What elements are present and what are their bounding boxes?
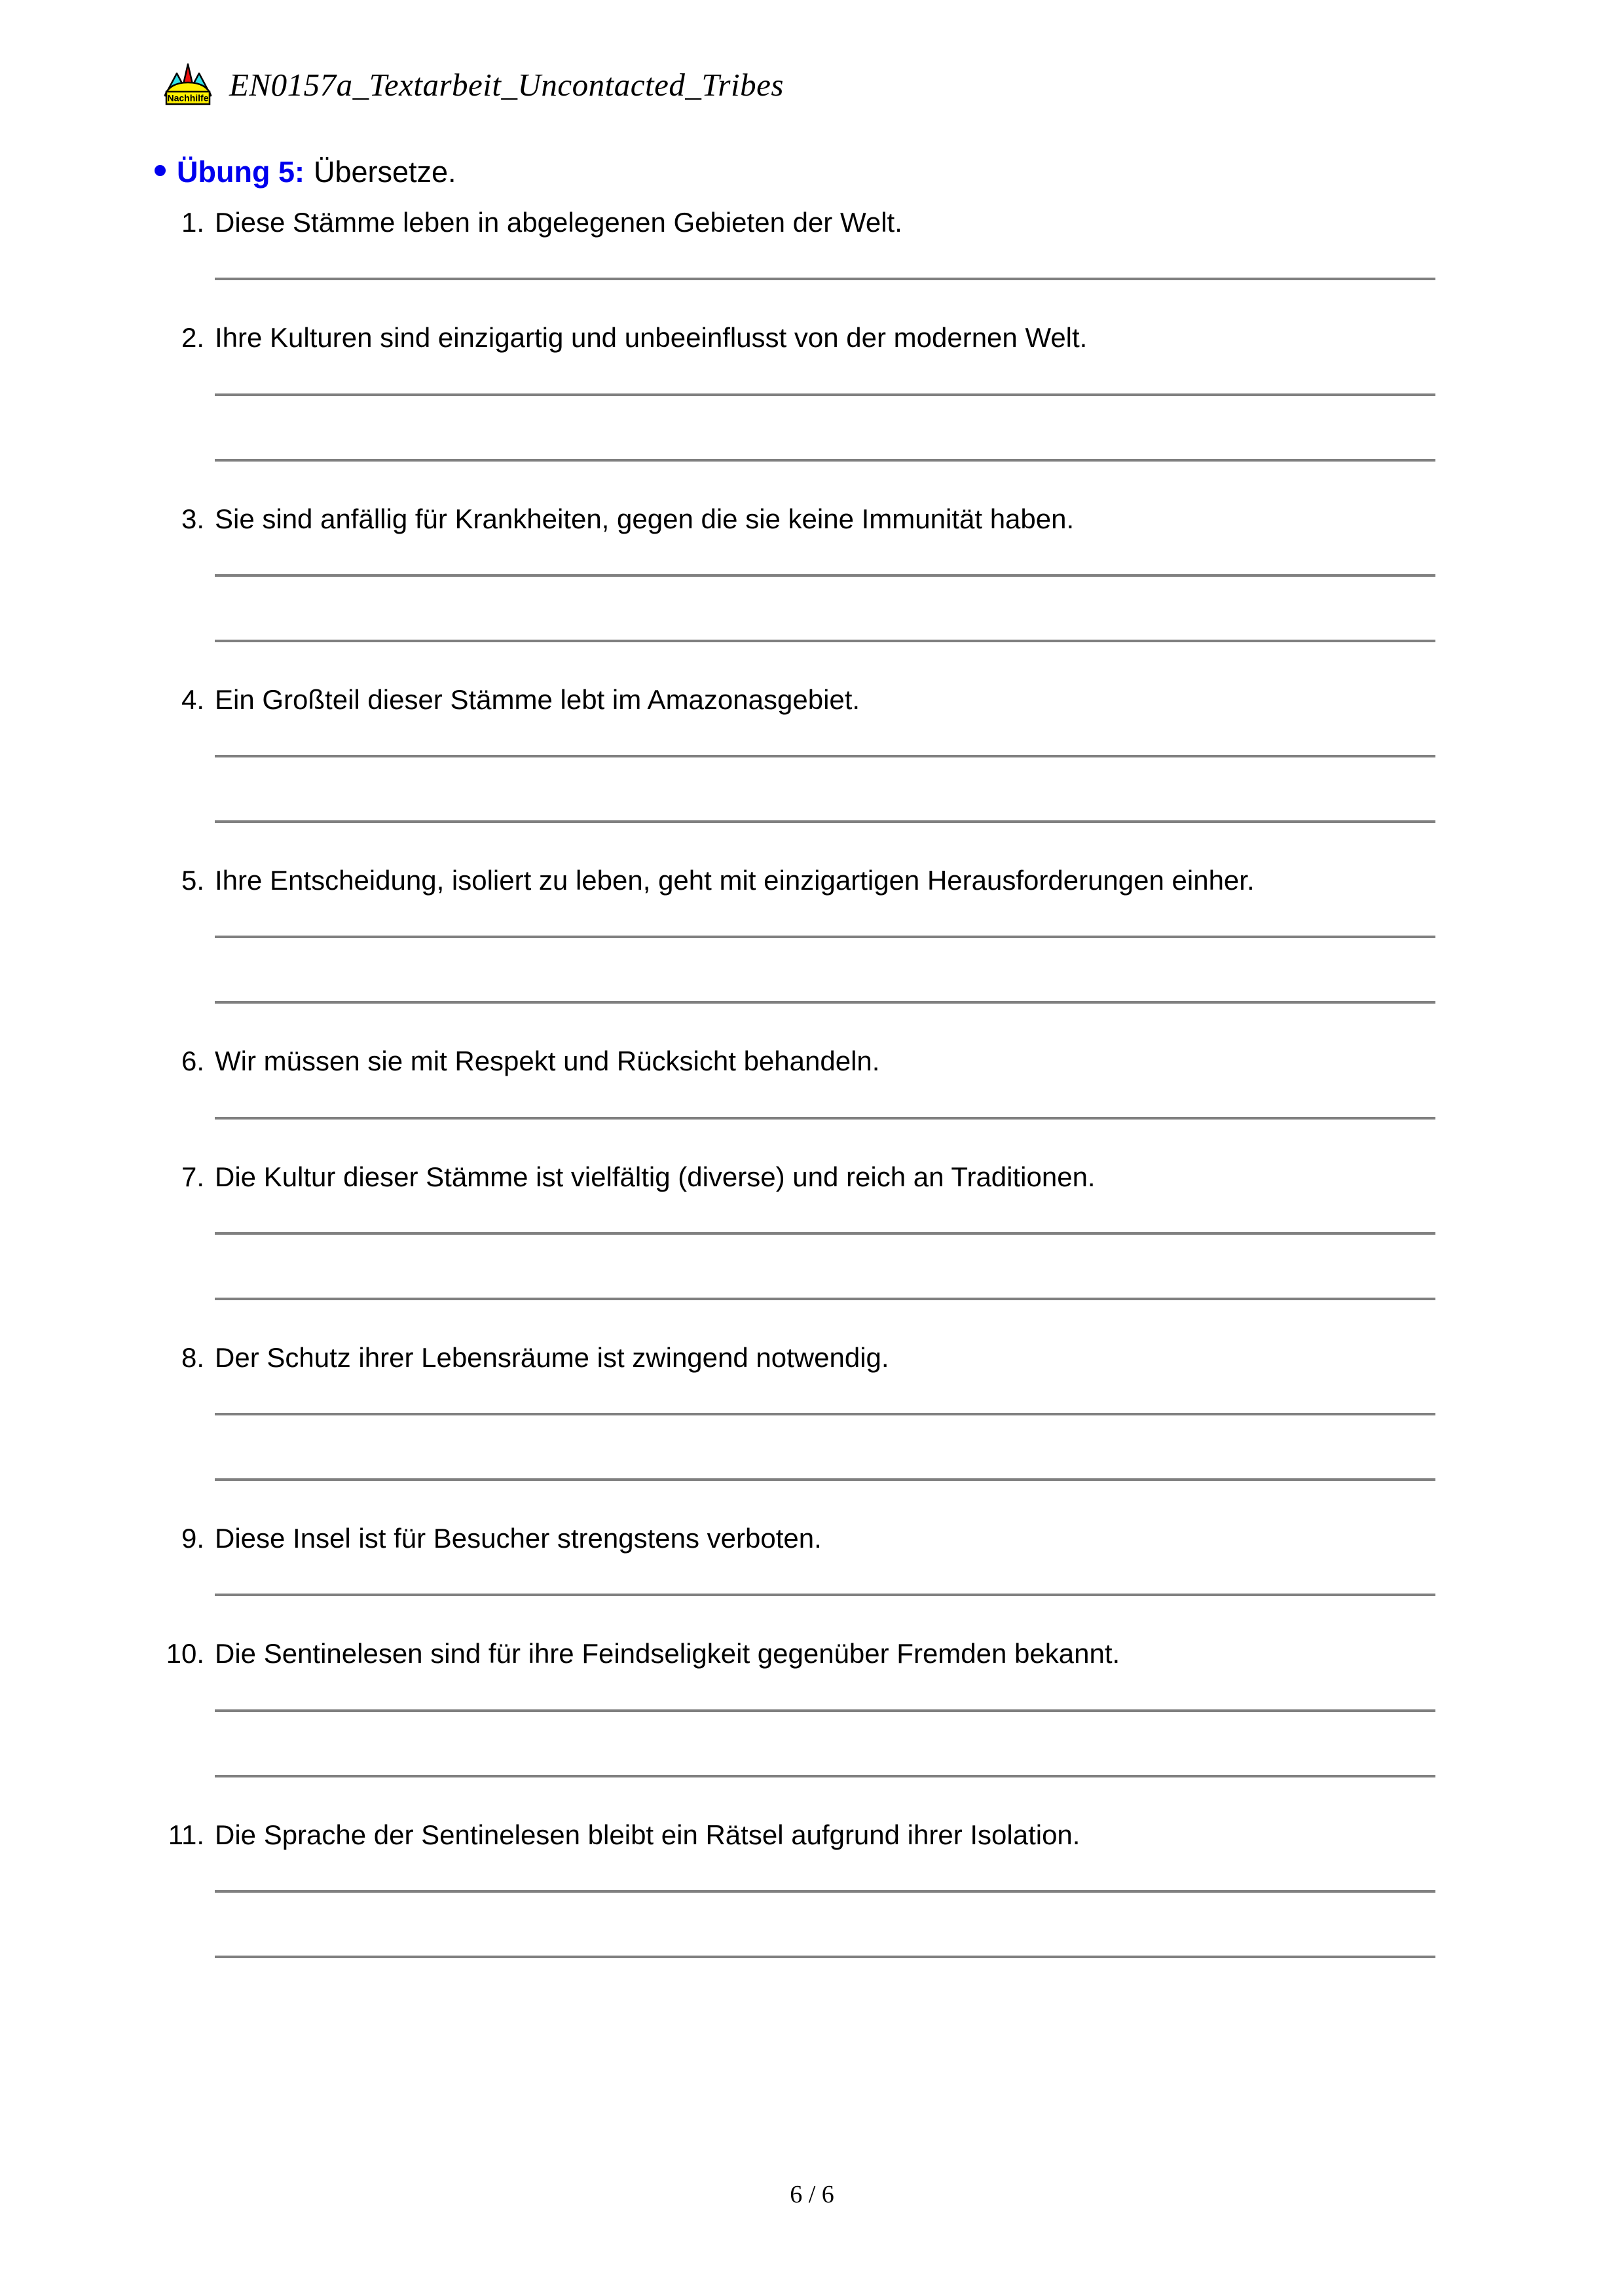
exercise-item-head <box>0 1159 1624 1195</box>
exercise-item-number: 5. <box>181 865 204 896</box>
exercise-item <box>0 204 1624 280</box>
exercise-item-number: 8. <box>181 1341 204 1373</box>
answer-lines-group <box>0 1673 1624 1777</box>
exercise-item <box>0 1817 1624 1958</box>
exercise-item-number: 3. <box>181 503 204 534</box>
answer-line[interactable] <box>215 1956 1435 1958</box>
answer-lines-group <box>0 1195 1624 1300</box>
exercise-item-number: 11. <box>168 1819 204 1850</box>
exercise-item-head <box>0 501 1624 538</box>
exercise-item-head <box>0 204 1624 241</box>
answer-lines-group <box>0 1557 1624 1596</box>
answer-line[interactable] <box>215 574 1435 577</box>
answer-lines-group <box>0 241 1624 280</box>
answer-line[interactable] <box>215 1117 1435 1120</box>
exercise-item-head <box>0 1339 1624 1376</box>
answer-line[interactable] <box>215 1775 1435 1777</box>
answer-line[interactable] <box>215 1594 1435 1596</box>
bullet-dot-icon <box>155 165 166 176</box>
exercise-item <box>0 501 1624 642</box>
answer-lines-group <box>0 538 1624 642</box>
exercise-item-text: Der Schutz ihrer Lebensräume ist zwingend notwendig. <box>215 1341 889 1373</box>
answer-line[interactable] <box>215 1413 1435 1415</box>
exercise-item-text: Diese Insel ist für Besucher strengstens verboten. <box>215 1523 822 1554</box>
exercise-item <box>0 1339 1624 1481</box>
page-indicator: 6 / 6 <box>790 2181 834 2208</box>
exercise-item-head <box>0 682 1624 718</box>
svg-text:Nachhilfe: Nachhilfe <box>167 92 209 103</box>
exercise-item-text: Sie sind anfällig für Krankheiten, gegen die sie keine Immunität haben. <box>215 503 1075 534</box>
answer-line[interactable] <box>215 393 1435 396</box>
exercise-item-text: Die Kultur dieser Stämme ist vielfältig (diverse) und reich an Traditionen. <box>215 1161 1096 1192</box>
answer-line[interactable] <box>215 1709 1435 1712</box>
answer-line[interactable] <box>215 936 1435 938</box>
exercise-item-text: Ihre Entscheidung, isoliert zu leben, geht mit einzigartigen Herausforderungen einher. <box>215 865 1255 896</box>
document-header <box>162 60 784 109</box>
answer-line[interactable] <box>215 640 1435 642</box>
exercise-item-number: 2. <box>181 322 204 354</box>
answer-lines-group <box>0 718 1624 823</box>
exercise-item-text: Diese Stämme leben in abgelegenen Gebieten der Welt. <box>215 207 902 238</box>
exercise-item-text: Die Sentinelesen sind für ihre Feindseligkeit gegenüber Fremden bekannt. <box>215 1638 1120 1669</box>
answer-lines-group <box>0 1376 1624 1481</box>
exercise-item-head <box>0 1043 1624 1080</box>
exercise-item-number: 1. <box>181 207 204 238</box>
exercise-item-head <box>0 862 1624 899</box>
answer-line[interactable] <box>215 755 1435 757</box>
answer-line[interactable] <box>215 1001 1435 1004</box>
page-footer <box>0 2180 1624 2209</box>
exercise-item-head <box>0 319 1624 356</box>
answer-line[interactable] <box>215 278 1435 280</box>
answer-line[interactable] <box>215 820 1435 823</box>
exercise-item-text: Die Sprache der Sentinelesen bleibt ein Rätsel aufgrund ihrer Isolation. <box>215 1819 1080 1850</box>
exercise-item <box>0 1159 1624 1300</box>
answer-lines-group <box>0 357 1624 462</box>
exercise-instruction: Übersetze. <box>313 155 456 189</box>
exercise-item <box>0 862 1624 1004</box>
exercise-items-list <box>0 204 1624 1997</box>
answer-line[interactable] <box>215 1232 1435 1235</box>
exercise-item-text: Wir müssen sie mit Respekt und Rücksicht behandeln. <box>215 1046 880 1077</box>
answer-lines-group <box>0 1853 1624 1958</box>
answer-line[interactable] <box>215 1890 1435 1893</box>
exercise-item-number: 7. <box>181 1161 204 1192</box>
answer-line[interactable] <box>215 459 1435 462</box>
answer-line[interactable] <box>215 1298 1435 1300</box>
exercise-item <box>0 1520 1624 1596</box>
exercise-item-number: 10. <box>166 1638 204 1669</box>
exercise-item-number: 4. <box>181 683 204 715</box>
exercise-item-head <box>0 1817 1624 1853</box>
exercise-item-head <box>0 1635 1624 1672</box>
exercise-item-number: 6. <box>181 1046 204 1077</box>
answer-lines-group <box>0 899 1624 1004</box>
exercise-item-text: Ein Großteil dieser Stämme lebt im Amazonasgebiet. <box>215 683 860 715</box>
exercise-label: Übung 5: <box>177 155 304 189</box>
exercise-heading <box>155 156 456 189</box>
exercise-item-text: Ihre Kulturen sind einzigartig und unbeeinflusst von der modernen Welt. <box>215 322 1088 354</box>
answer-lines-group <box>0 1080 1624 1120</box>
answer-line[interactable] <box>215 1478 1435 1481</box>
exercise-item <box>0 1043 1624 1119</box>
nachhilfe-mountain-logo-icon <box>162 60 213 109</box>
exercise-item <box>0 319 1624 461</box>
exercise-item <box>0 682 1624 823</box>
exercise-item <box>0 1635 1624 1777</box>
exercise-item-head <box>0 1520 1624 1557</box>
document-title: EN0157a_Textarbeit_Uncontacted_Tribes <box>229 66 784 103</box>
exercise-item-number: 9. <box>181 1523 204 1554</box>
